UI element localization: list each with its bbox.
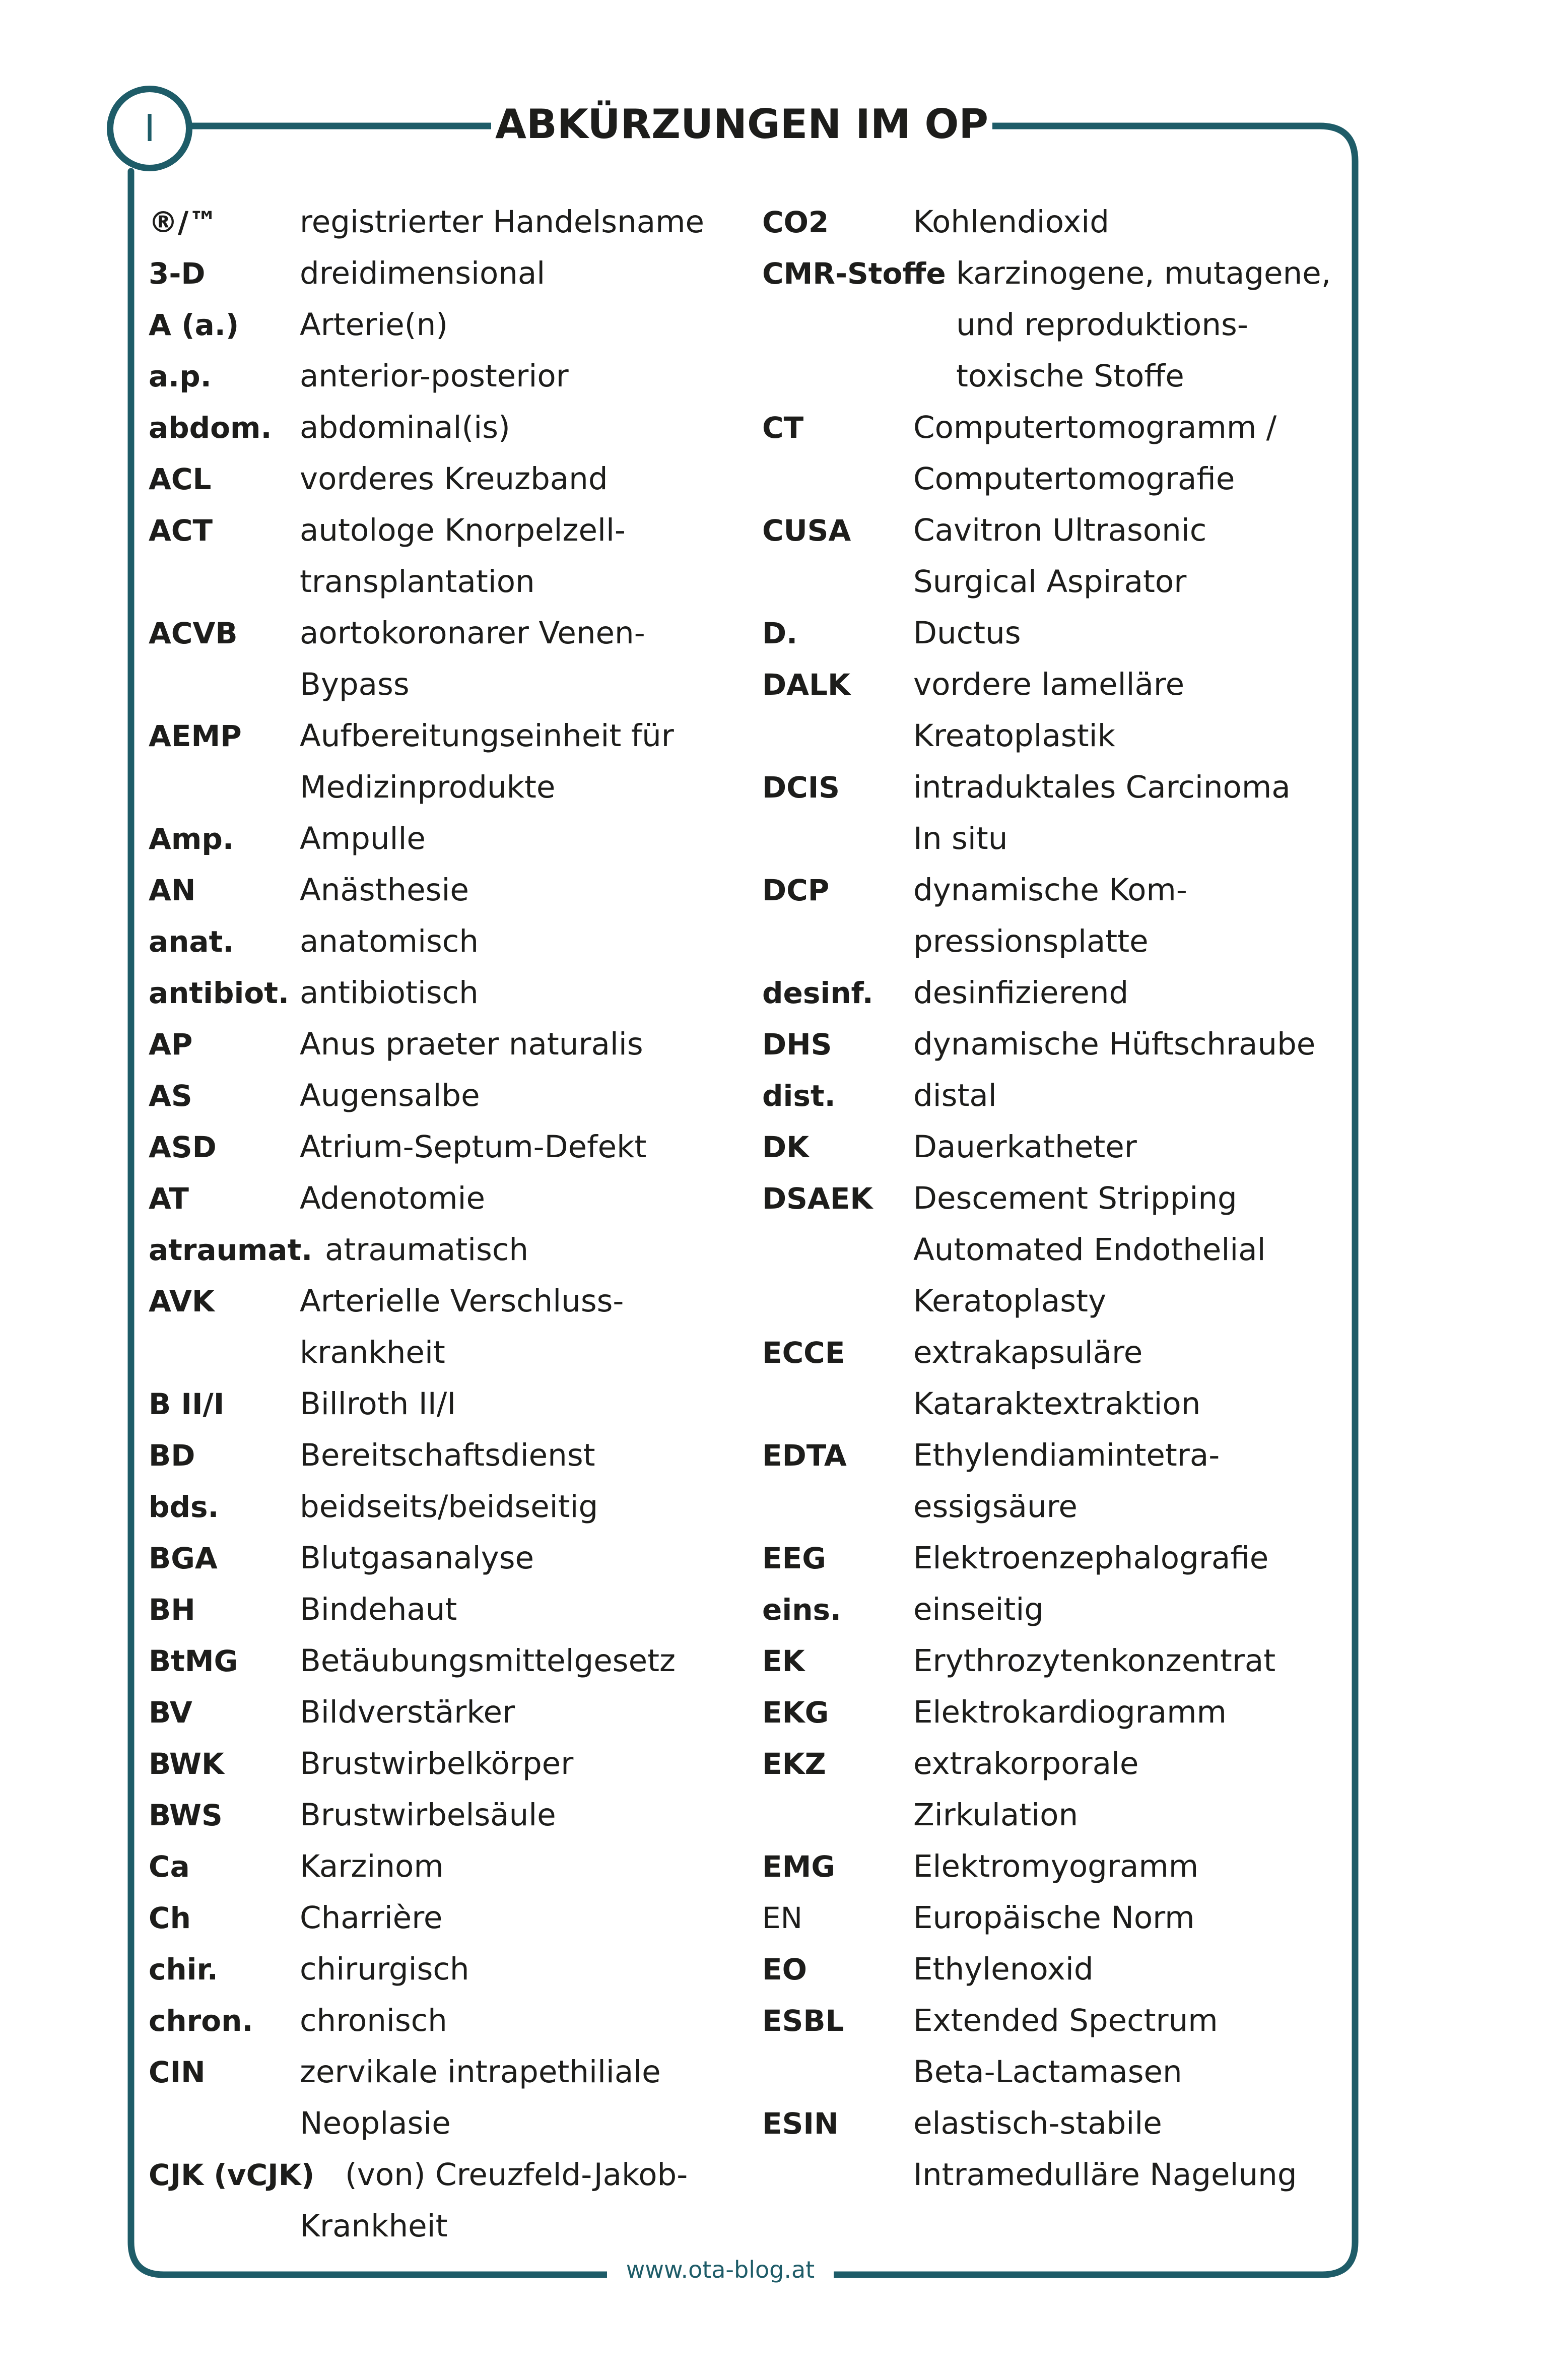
abbreviation-definition-line: Dauerkatheter xyxy=(913,1129,1137,1165)
abbreviation-definition-line: Kohlendioxid xyxy=(913,204,1109,240)
abbreviation-entry xyxy=(149,608,738,710)
abbreviation-term: atraumat. xyxy=(149,1233,313,1267)
abbreviation-definition-line: Bereitschaftsdienst xyxy=(300,1437,595,1473)
abbreviation-term: BD xyxy=(149,1438,195,1473)
abbreviation-definition-line: Anus praeter naturalis xyxy=(300,1026,643,1062)
abbreviation-term: AEMP xyxy=(149,719,242,753)
abbreviation-entry xyxy=(149,1173,738,1224)
abbreviation-definition-line: distal xyxy=(913,1078,997,1113)
abbreviation-entry xyxy=(149,1790,738,1841)
abbreviation-entry xyxy=(762,1995,1341,2098)
abbreviation-term: DK xyxy=(762,1130,810,1164)
abbreviation-term: DCP xyxy=(762,873,830,907)
abbreviation-entry xyxy=(149,1019,738,1070)
abbreviation-definition-line: Keratoplasty xyxy=(913,1283,1107,1319)
abbreviation-entry xyxy=(762,1430,1341,1533)
abbreviation-entry xyxy=(149,1841,738,1892)
abbreviation-term: ECCE xyxy=(762,1336,845,1370)
abbreviation-entry xyxy=(762,402,1341,505)
abbreviation-definition-line: Zirkulation xyxy=(913,1797,1079,1833)
abbreviation-term: CUSA xyxy=(762,513,851,548)
abbreviation-entry xyxy=(149,196,738,248)
abbreviation-entry xyxy=(149,505,738,608)
abbreviation-entry xyxy=(149,1070,738,1121)
abbreviation-entry xyxy=(149,967,738,1019)
abbreviation-entry xyxy=(762,505,1341,608)
abbreviation-definition-line: abdominal(is) xyxy=(300,410,510,445)
abbreviation-definition-line: elastisch-stabile xyxy=(913,2105,1162,2141)
abbreviation-definition-line: vordere lamelläre xyxy=(913,667,1185,702)
abbreviation-definition-line: Erythrozytenkonzentrat xyxy=(913,1643,1276,1679)
abbreviation-term: D. xyxy=(762,616,798,650)
abbreviation-entry xyxy=(149,1121,738,1173)
abbreviation-term: CO2 xyxy=(762,205,829,239)
abbreviation-entry xyxy=(149,248,738,299)
abbreviation-definition-line: Aufbereitungseinheit für xyxy=(300,718,674,754)
abbreviation-definition-line: Computertomogramm / xyxy=(913,410,1277,445)
abbreviation-definition-line: antibiotisch xyxy=(300,975,479,1011)
abbreviation-definition-line: intraduktales Carcinoma xyxy=(913,769,1291,805)
abbreviation-definition-line: Betäubungsmittelgesetz xyxy=(300,1643,676,1679)
abbreviation-term: antibiot. xyxy=(149,976,290,1010)
abbreviation-definition-line: Computertomografie xyxy=(913,461,1235,497)
abbreviation-definition-line: atraumatisch xyxy=(325,1232,529,1268)
abbreviation-entry xyxy=(762,1841,1341,1892)
abbreviation-term: anat. xyxy=(149,924,234,959)
abbreviation-term: EO xyxy=(762,1952,807,1987)
abbreviation-entry xyxy=(762,1533,1341,1584)
abbreviation-entry xyxy=(149,351,738,402)
abbreviation-entry xyxy=(762,248,1341,402)
abbreviation-definition-line: karzinogene, mutagene, xyxy=(956,255,1331,291)
abbreviation-definition-line: Automated Endothelial xyxy=(913,1232,1266,1268)
abbreviation-term: CMR-Stoffe xyxy=(762,256,946,291)
abbreviation-entry xyxy=(762,1687,1341,1738)
abbreviation-definition-line: chronisch xyxy=(300,2003,447,2038)
abbreviation-term: CT xyxy=(762,411,804,445)
abbreviation-definition-line: Neoplasie xyxy=(300,2105,451,2141)
abbreviation-term: Amp. xyxy=(149,822,234,856)
abbreviation-entry xyxy=(762,1327,1341,1430)
abbreviation-definition-line: In situ xyxy=(913,821,1008,856)
abbreviation-definition-line: Augensalbe xyxy=(300,1078,480,1113)
abbreviation-definition-line: Charrière xyxy=(300,1900,443,1936)
abbreviation-definition-line: Bindehaut xyxy=(300,1592,457,1627)
abbreviation-definition-line: und reproduktions- xyxy=(956,307,1248,343)
abbreviation-term: DCIS xyxy=(762,770,840,805)
abbreviation-entry xyxy=(149,2046,738,2149)
abbreviation-term: AP xyxy=(149,1027,193,1062)
abbreviation-definition-line: Kreatoplastik xyxy=(913,718,1115,754)
abbreviation-definition-line: Arterielle Verschluss- xyxy=(300,1283,624,1319)
abbreviation-term: ®/™ xyxy=(149,205,218,239)
abbreviation-definition-line: Blutgasanalyse xyxy=(300,1540,534,1576)
abbreviation-entry xyxy=(149,402,738,453)
abbreviation-definition-line: Europäische Norm xyxy=(913,1900,1195,1936)
abbreviation-definition-line: Intramedulläre Nagelung xyxy=(913,2157,1297,2193)
abbreviation-definition-line: Bildverstärker xyxy=(300,1694,515,1730)
abbreviation-definition-line: Ampulle xyxy=(300,821,426,856)
abbreviation-entry xyxy=(149,1944,738,1995)
abbreviation-term: ACVB xyxy=(149,616,238,650)
abbreviation-definition-line: Brustwirbelkörper xyxy=(300,1746,574,1781)
abbreviation-entry xyxy=(149,865,738,916)
abbreviation-entry xyxy=(762,762,1341,865)
abbreviation-definition-line: Anästhesie xyxy=(300,872,469,908)
abbreviation-definition-line: Ethylenoxid xyxy=(913,1951,1094,1987)
abbreviation-definition-line: Ductus xyxy=(913,615,1021,651)
abbreviation-term: BWK xyxy=(149,1747,224,1781)
abbreviation-entry xyxy=(149,1635,738,1687)
abbreviation-definition-line: extrakapsuläre xyxy=(913,1335,1143,1370)
abbreviation-definition-line: (von) Creuzfeld-Jakob- xyxy=(345,2157,688,2193)
abbreviation-definition-line: Elektromyogramm xyxy=(913,1848,1199,1884)
abbreviation-term: A (a.) xyxy=(149,308,239,342)
abbreviation-entry xyxy=(149,1533,738,1584)
abbreviation-term: B II/I xyxy=(149,1387,225,1421)
abbreviation-entry xyxy=(149,710,738,813)
abbreviation-definition-line: Karzinom xyxy=(300,1848,444,1884)
abbreviation-definition-line: dynamische Kom- xyxy=(913,872,1187,908)
abbreviation-term: AVK xyxy=(149,1284,215,1318)
abbreviation-entry xyxy=(762,1892,1341,1944)
abbreviation-term: AN xyxy=(149,873,196,907)
abbreviation-term: 3-D xyxy=(149,256,206,291)
abbreviation-entry xyxy=(149,2149,738,2252)
abbreviation-term: CIN xyxy=(149,2055,206,2089)
abbreviation-column-right xyxy=(762,196,1341,2201)
abbreviation-entry xyxy=(149,1276,738,1378)
abbreviation-definition-line: vorderes Kreuzband xyxy=(300,461,608,497)
abbreviation-entry xyxy=(762,1019,1341,1070)
badge-letter: I xyxy=(144,107,155,150)
abbreviation-definition-line: Kataraktextraktion xyxy=(913,1386,1201,1422)
abbreviation-definition-line: Descement Stripping xyxy=(913,1180,1237,1216)
abbreviation-term: EKZ xyxy=(762,1747,826,1781)
abbreviation-definition-line: Arterie(n) xyxy=(300,307,448,343)
abbreviation-entry xyxy=(149,1378,738,1430)
abbreviation-definition-line: anterior-posterior xyxy=(300,358,569,394)
abbreviation-term: EEG xyxy=(762,1541,826,1575)
abbreviation-term: Ch xyxy=(149,1901,191,1935)
abbreviation-entry xyxy=(762,659,1341,762)
abbreviation-definition-line: krankheit xyxy=(300,1335,445,1370)
abbreviation-term: EN xyxy=(762,1901,803,1935)
abbreviation-definition-line: Krankheit xyxy=(300,2208,448,2244)
abbreviation-entry xyxy=(149,1481,738,1533)
abbreviation-definition-line: Beta-Lactamasen xyxy=(913,2054,1182,2090)
abbreviation-entry xyxy=(149,1738,738,1790)
abbreviation-term: AT xyxy=(149,1181,189,1216)
abbreviation-entry xyxy=(762,608,1341,659)
abbreviation-definition-line: Elektrokardiogramm xyxy=(913,1694,1227,1730)
abbreviation-entry xyxy=(149,1687,738,1738)
abbreviation-entry xyxy=(149,299,738,351)
abbreviation-term: EMG xyxy=(762,1849,835,1884)
abbreviation-entry xyxy=(762,196,1341,248)
abbreviation-term: ACT xyxy=(149,513,213,548)
abbreviation-term: DHS xyxy=(762,1027,832,1062)
abbreviation-term: dist. xyxy=(762,1079,836,1113)
abbreviation-definition-line: toxische Stoffe xyxy=(956,358,1184,394)
abbreviation-term: EK xyxy=(762,1644,805,1678)
abbreviation-entry xyxy=(149,916,738,967)
abbreviation-definition-line: aortokoronarer Venen- xyxy=(300,615,645,651)
abbreviation-entry xyxy=(762,1173,1341,1327)
abbreviation-definition-line: dynamische Hüftschraube xyxy=(913,1026,1316,1062)
abbreviation-definition-line: extrakorporale xyxy=(913,1746,1139,1781)
abbreviation-column-left xyxy=(149,196,738,2252)
abbreviation-entry xyxy=(762,2098,1341,2201)
abbreviation-term: BGA xyxy=(149,1541,218,1575)
section-letter-badge xyxy=(107,86,192,171)
abbreviation-entry xyxy=(149,1430,738,1481)
abbreviation-term: eins. xyxy=(762,1593,842,1627)
abbreviation-term: AS xyxy=(149,1079,192,1113)
abbreviation-entry xyxy=(762,1635,1341,1687)
abbreviation-term: abdom. xyxy=(149,411,272,445)
abbreviation-definition-line: autologe Knorpelzell- xyxy=(300,512,626,548)
abbreviation-entry xyxy=(762,1944,1341,1995)
abbreviation-term: ESBL xyxy=(762,2004,844,2038)
abbreviation-term: Ca xyxy=(149,1849,190,1884)
abbreviation-definition-line: desinfizierend xyxy=(913,975,1129,1011)
abbreviation-term: chir. xyxy=(149,1952,218,1987)
abbreviation-term: ACL xyxy=(149,462,212,496)
abbreviation-term: EDTA xyxy=(762,1438,847,1473)
abbreviation-definition-line: Elektroenzephalografie xyxy=(913,1540,1269,1576)
abbreviation-definition-line: Ethylendiamintetra- xyxy=(913,1437,1220,1473)
abbreviation-term: BV xyxy=(149,1695,192,1730)
abbreviation-entry xyxy=(149,1995,738,2046)
abbreviation-definition-line: Medizinprodukte xyxy=(300,769,556,805)
abbreviation-definition-line: transplantation xyxy=(300,564,535,600)
abbreviation-term: ESIN xyxy=(762,2106,839,2141)
abbreviation-definition-line: Atrium-Septum-Defekt xyxy=(300,1129,647,1165)
abbreviation-definition-line: Billroth II/I xyxy=(300,1386,456,1422)
abbreviation-term: DSAEK xyxy=(762,1181,873,1216)
abbreviation-definition-line: Surgical Aspirator xyxy=(913,564,1187,600)
abbreviation-term: BH xyxy=(149,1593,195,1627)
footer-url: www.ota-blog.at xyxy=(607,2252,834,2287)
abbreviation-definition-line: Bypass xyxy=(300,667,410,702)
abbreviation-definition-line: anatomisch xyxy=(300,923,479,959)
abbreviation-definition-line: beidseits/beidseitig xyxy=(300,1489,598,1525)
abbreviation-definition-line: Adenotomie xyxy=(300,1180,486,1216)
abbreviation-definition-line: dreidimensional xyxy=(300,255,546,291)
abbreviation-entry xyxy=(149,1224,738,1276)
abbreviation-entry xyxy=(149,1584,738,1635)
abbreviation-term: ASD xyxy=(149,1130,217,1164)
abbreviation-entry xyxy=(762,1584,1341,1635)
abbreviation-term: bds. xyxy=(149,1490,219,1524)
abbreviation-term: desinf. xyxy=(762,976,873,1010)
abbreviation-definition-line: zervikale intrapethiliale xyxy=(300,2054,661,2090)
abbreviation-entry xyxy=(762,1070,1341,1121)
abbreviation-definition-line: Brustwirbelsäule xyxy=(300,1797,556,1833)
abbreviation-term: BWS xyxy=(149,1798,223,1832)
abbreviation-definition-line: Extended Spectrum xyxy=(913,2003,1218,2038)
abbreviation-term: EKG xyxy=(762,1695,829,1730)
abbreviation-entry xyxy=(149,813,738,865)
page-title: ABKÜRZUNGEN IM OP xyxy=(491,97,992,152)
abbreviation-definition-line: pressionsplatte xyxy=(913,923,1149,959)
abbreviation-term: CJK (vCJK) xyxy=(149,2158,315,2192)
abbreviation-term: BtMG xyxy=(149,1644,238,1678)
abbreviation-entry xyxy=(149,1892,738,1944)
abbreviation-entry xyxy=(762,1121,1341,1173)
abbreviation-entry xyxy=(762,865,1341,967)
abbreviation-entry xyxy=(762,967,1341,1019)
abbreviation-definition-line: essigsäure xyxy=(913,1489,1078,1525)
abbreviation-definition-line: Cavitron Ultrasonic xyxy=(913,512,1207,548)
abbreviation-definition-line: registrierter Handelsname xyxy=(300,204,705,240)
abbreviation-definition-line: einseitig xyxy=(913,1592,1044,1627)
abbreviation-term: DALK xyxy=(762,668,850,702)
abbreviation-entry xyxy=(149,453,738,505)
abbreviation-term: chron. xyxy=(149,2004,253,2038)
abbreviation-term: a.p. xyxy=(149,359,212,393)
abbreviation-entry xyxy=(762,1738,1341,1841)
abbreviation-definition-line: chirurgisch xyxy=(300,1951,469,1987)
